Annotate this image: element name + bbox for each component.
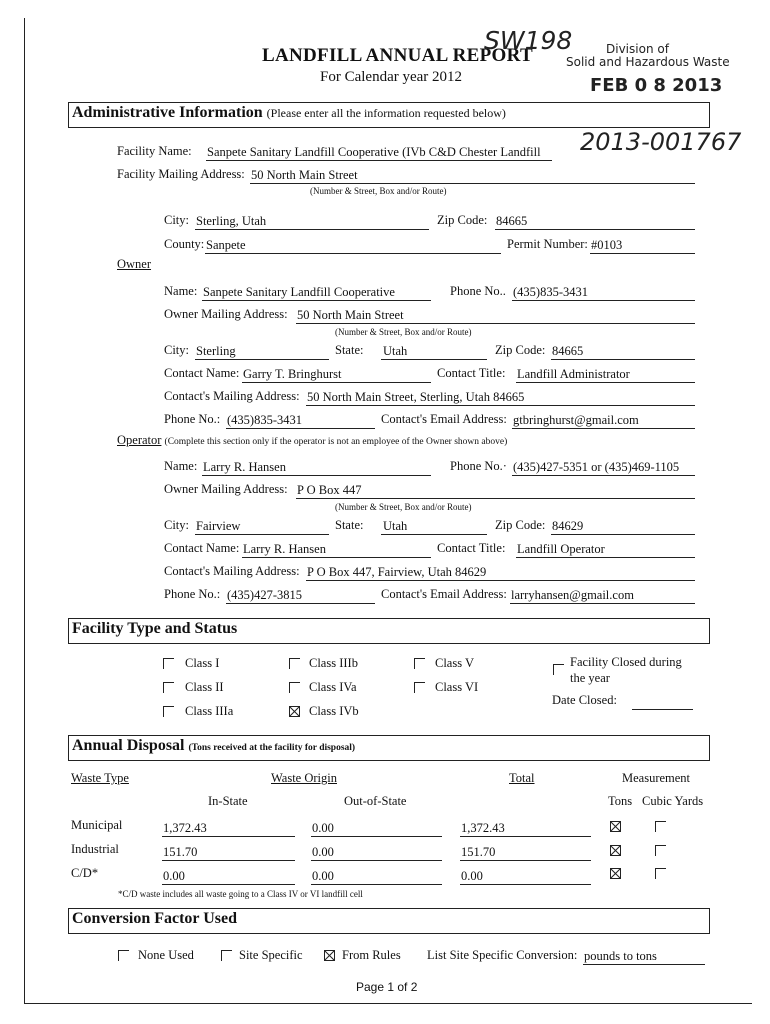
measurement-header: Measurement — [622, 771, 691, 785]
admin-section-title: Administrative Information — [72, 104, 263, 121]
row-municipal-cubic-checkbox[interactable] — [655, 821, 666, 832]
class-v-checkbox[interactable] — [414, 658, 425, 669]
operator-mailing-field[interactable]: P O Box 447 — [296, 482, 695, 499]
class-iiib-label: Class IIIb — [309, 656, 358, 670]
owner-contact-mailing-label: Contact's Mailing Address: — [164, 389, 300, 403]
admin-section-header — [68, 102, 710, 128]
handwritten-code: SW198 — [484, 26, 573, 55]
operator-mailing-label: Owner Mailing Address: — [164, 482, 288, 496]
tons-header: Tons — [608, 794, 633, 808]
annual-disposal-section-title: Annual Disposal — [72, 737, 185, 754]
operator-state-field[interactable]: Utah — [381, 518, 487, 535]
owner-mailing-label: Owner Mailing Address: — [164, 307, 288, 321]
conversion-section-title: Conversion Factor Used — [72, 910, 238, 927]
permit-field[interactable]: #0103 — [590, 237, 695, 254]
site-specific-label: Site Specific — [239, 948, 303, 962]
class-iva-checkbox[interactable] — [289, 682, 300, 693]
owner-contact-title-label: Contact Title: — [437, 366, 506, 380]
operator-contact-mailing-field[interactable]: P O Box 447, Fairview, Utah 84629 — [306, 564, 695, 581]
annual-disposal-section-note: (Tons received at the facility for disposal) — [188, 743, 356, 753]
owner-state-field[interactable]: Utah — [381, 343, 487, 360]
owner-phone-field[interactable]: (435)835-3431 — [512, 284, 695, 301]
owner-phone-label: Phone No.. — [450, 284, 506, 298]
facility-zip-label: Zip Code: — [437, 213, 488, 227]
report-subtitle: For Calendar year 2012 — [320, 69, 463, 85]
page-border-bottom — [24, 1003, 752, 1004]
class-iiia-label: Class IIIa — [185, 704, 234, 718]
operator-contact-phone-field[interactable]: (435)427-3815 — [226, 587, 375, 604]
waste-origin-header: Waste Origin — [271, 771, 337, 785]
facility-closed-label-line2: the year — [570, 671, 610, 685]
class-iiib-checkbox[interactable] — [289, 658, 300, 669]
operator-address-hint: (Number & Street, Box and/or Route) — [335, 502, 472, 512]
owner-contact-name-field[interactable]: Garry T. Bringhurst — [242, 366, 431, 383]
facility-name-label: Facility Name: — [117, 144, 192, 158]
division-line1: Division of — [606, 42, 669, 56]
outstate-header: Out-of-State — [344, 794, 407, 808]
none-used-label: None Used — [138, 948, 194, 962]
owner-name-label: Name: — [164, 284, 198, 298]
operator-contact-title-label: Contact Title: — [437, 541, 506, 555]
owner-address-hint: (Number & Street, Box and/or Route) — [335, 327, 472, 337]
class-v-label: Class V — [435, 656, 475, 670]
row-municipal-instate[interactable]: 1,372.43 — [162, 820, 295, 837]
from-rules-checkbox-checked[interactable] — [324, 950, 335, 961]
operator-contact-mailing-label: Contact's Mailing Address: — [164, 564, 300, 578]
row-municipal-total[interactable]: 1,372.43 — [460, 820, 591, 837]
operator-zip-label: Zip Code: — [495, 518, 546, 532]
owner-zip-field[interactable]: 84665 — [551, 343, 695, 360]
owner-contact-phone-label: Phone No.: — [164, 412, 221, 426]
total-header: Total — [509, 771, 535, 785]
date-closed-label: Date Closed: — [552, 693, 617, 707]
operator-contact-name-field[interactable]: Larry R. Hansen — [242, 541, 431, 558]
handwritten-number: 2013-001767 — [580, 128, 742, 156]
annual-disposal-section-header — [68, 735, 710, 761]
class-ii-checkbox[interactable] — [163, 682, 174, 693]
class-iva-label: Class IVa — [309, 680, 357, 694]
county-label: County: — [164, 237, 205, 251]
owner-state-label: State: — [335, 343, 364, 357]
page-border-left — [24, 18, 25, 1003]
facility-city-label: City: — [164, 213, 190, 227]
row-municipal-type: Municipal — [71, 818, 123, 832]
class-i-checkbox[interactable] — [163, 658, 174, 669]
owner-city-field[interactable]: Sterling — [195, 343, 329, 360]
operator-name-label: Name: — [164, 459, 198, 473]
class-ii-label: Class II — [185, 680, 224, 694]
owner-mailing-field[interactable]: 50 North Main Street — [296, 307, 695, 324]
owner-contact-title-field[interactable]: Landfill Administrator — [516, 366, 695, 383]
page-number: Page 1 of 2 — [356, 980, 418, 994]
admin-section-note: (Please enter all the information requested below) — [266, 106, 506, 120]
operator-city-field[interactable]: Fairview — [195, 518, 329, 535]
row-municipal-tons-checkbox-checked[interactable] — [610, 821, 621, 832]
operator-contact-name-label: Contact Name: — [164, 541, 240, 555]
facility-closed-label-line1: Facility Closed during — [570, 655, 682, 669]
operator-heading-row — [117, 433, 507, 448]
operator-contact-title-field[interactable]: Landfill Operator — [516, 541, 695, 558]
class-iiia-checkbox[interactable] — [163, 706, 174, 717]
facility-type-section-title: Facility Type and Status — [72, 620, 238, 637]
row-municipal-outstate[interactable]: 0.00 — [311, 820, 442, 837]
row-cd-tons-checkbox-checked[interactable] — [610, 868, 621, 879]
row-cd-cubic-checkbox[interactable] — [655, 868, 666, 879]
owner-email-field[interactable]: gtbringhurst@gmail.com — [512, 412, 695, 429]
row-cd-instate[interactable]: 0.00 — [162, 868, 295, 885]
site-specific-checkbox[interactable] — [221, 950, 232, 961]
site-specific-conversion-field[interactable]: pounds to tons — [583, 948, 705, 965]
facility-name-field[interactable]: Sanpete Sanitary Landfill Cooperative (IVb C&D Chester Landfill — [206, 144, 552, 161]
operator-city-label: City: — [164, 518, 190, 532]
received-stamp: FEB 0 8 2013 — [590, 75, 723, 96]
operator-zip-field[interactable]: 84629 — [551, 518, 695, 535]
row-cd-outstate[interactable]: 0.00 — [311, 868, 442, 885]
conversion-section-header — [68, 908, 710, 934]
owner-contact-phone-field[interactable]: (435)835-3431 — [226, 412, 375, 429]
owner-email-label: Contact's Email Address: — [381, 412, 507, 426]
class-i-label: Class I — [185, 656, 220, 670]
waste-type-header: Waste Type — [71, 771, 129, 785]
row-cd-total[interactable]: 0.00 — [460, 868, 591, 885]
facility-mailing-field[interactable]: 50 North Main Street — [250, 167, 695, 184]
operator-phone-label: Phone No.· — [450, 459, 507, 473]
facility-city-field[interactable]: Sterling, Utah — [195, 213, 429, 230]
from-rules-label: From Rules — [342, 948, 401, 962]
report-title: LANDFILL ANNUAL REPORT — [262, 45, 533, 66]
owner-heading: Owner — [117, 257, 152, 271]
facility-mailing-label: Facility Mailing Address: — [117, 167, 245, 181]
owner-name-field[interactable]: Sanpete Sanitary Landfill Cooperative — [202, 284, 431, 301]
class-ivb-checkbox-checked[interactable] — [289, 706, 300, 717]
operator-note: (Complete this section only if the operator is not an employee of the Owner shown above) — [164, 437, 508, 447]
operator-email-label: Contact's Email Address: — [381, 587, 507, 601]
facility-address-hint: (Number & Street, Box and/or Route) — [310, 186, 447, 196]
cubic-yards-header: Cubic Yards — [642, 794, 704, 808]
operator-email-field[interactable]: larryhansen@gmail.com — [510, 587, 695, 604]
operator-heading: Operator — [117, 433, 162, 447]
row-industrial-cubic-checkbox[interactable] — [655, 845, 666, 856]
facility-zip-field[interactable]: 84665 — [495, 213, 695, 230]
class-vi-label: Class VI — [435, 680, 479, 694]
date-closed-field[interactable] — [632, 693, 693, 710]
row-industrial-instate[interactable]: 151.70 — [162, 844, 295, 861]
cd-footnote: *C/D waste includes all waste going to a Class IV or VI landfill cell — [118, 889, 363, 899]
owner-city-label: City: — [164, 343, 190, 357]
instate-header: In-State — [208, 794, 248, 808]
owner-contact-name-label: Contact Name: — [164, 366, 240, 380]
owner-contact-mailing-field[interactable]: 50 North Main Street, Sterling, Utah 84665 — [306, 389, 695, 406]
operator-phone-field[interactable]: (435)427-5351 or (435)469-1105 — [512, 459, 695, 476]
operator-state-label: State: — [335, 518, 364, 532]
row-cd-type: C/D* — [71, 866, 99, 880]
facility-type-section-header — [68, 618, 710, 644]
division-line2: Solid and Hazardous Waste — [566, 55, 730, 69]
owner-zip-label: Zip Code: — [495, 343, 546, 357]
county-field[interactable]: Sanpete — [205, 237, 501, 254]
row-industrial-type: Industrial — [71, 842, 119, 856]
operator-contact-phone-label: Phone No.: — [164, 587, 221, 601]
none-used-checkbox[interactable] — [118, 950, 129, 961]
row-industrial-total[interactable]: 151.70 — [460, 844, 591, 861]
row-industrial-tons-checkbox-checked[interactable] — [610, 845, 621, 856]
permit-label: Permit Number: — [507, 237, 588, 251]
class-ivb-label: Class IVb — [309, 704, 359, 718]
row-industrial-outstate[interactable]: 0.00 — [311, 844, 442, 861]
facility-closed-checkbox[interactable] — [553, 664, 564, 675]
class-vi-checkbox[interactable] — [414, 682, 425, 693]
site-specific-conversion-label: List Site Specific Conversion: — [427, 948, 578, 962]
operator-name-field[interactable]: Larry R. Hansen — [202, 459, 431, 476]
